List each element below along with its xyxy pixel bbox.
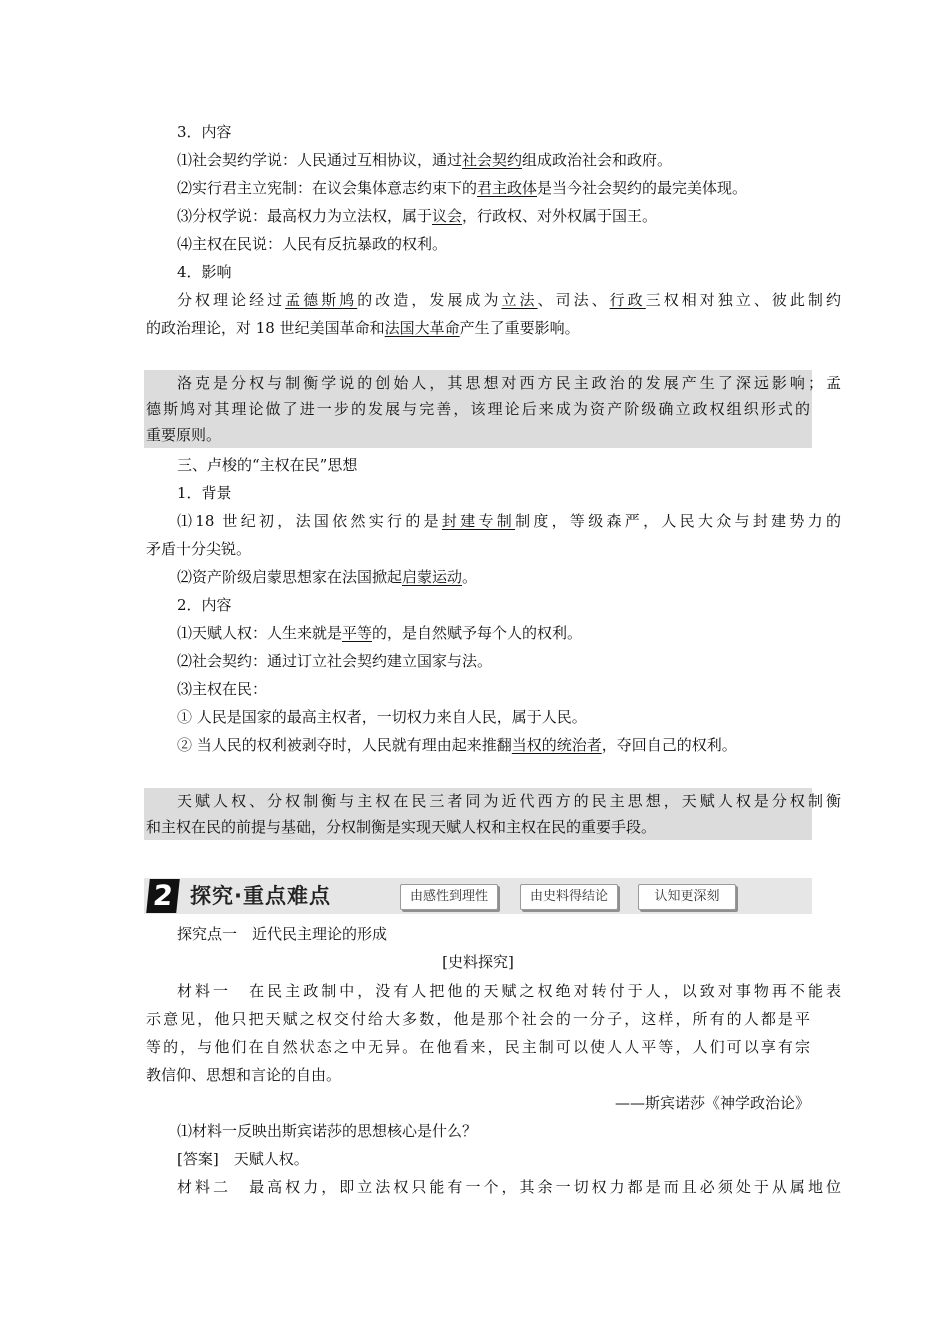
underlined-term: 立法 bbox=[501, 291, 538, 309]
underlined-term: 平等 bbox=[342, 624, 373, 642]
underlined-term: 孟德斯鸠 bbox=[285, 291, 358, 309]
underlined-term: 启蒙运动 bbox=[402, 568, 463, 586]
note-line: 重要原则。 bbox=[146, 426, 222, 444]
material-line: 等的，与他们在自然状态之中无异。在他看来，民主制可以使人人平等，人们可以享有宗 bbox=[146, 1038, 810, 1056]
underlined-term: 封建专制 bbox=[441, 512, 516, 530]
paragraph: ⑵资产阶级启蒙思想家在法国掀起启蒙运动。 bbox=[177, 568, 478, 586]
answer: [答案] 天赋人权。 bbox=[177, 1150, 309, 1168]
question: ⑴材料一反映出斯宾诺莎的思想核心是什么？ bbox=[177, 1122, 478, 1140]
heading-background: 1．背景 bbox=[177, 484, 232, 502]
paragraph: ⑴天赋人权：人生来就是平等的，是自然赋予每个人的权利。 bbox=[177, 624, 583, 642]
section-banner bbox=[144, 878, 812, 914]
underlined-term: 行政 bbox=[609, 291, 646, 309]
material-line: 教信仰、思想和言论的自由。 bbox=[146, 1066, 342, 1084]
material-line: 材料一 在民主政制中，没有人把他的天赋之权绝对转付于人，以致对事物再不能表 bbox=[177, 982, 841, 1000]
underlined-term: 法国大革命 bbox=[384, 319, 460, 337]
paragraph: ⑶主权在民： bbox=[177, 680, 268, 698]
material-line: 材料二 最高权力，即立法权只能有一个，其余一切权力都是而且必须处于从属地位 bbox=[177, 1178, 841, 1196]
paragraph: ⑴18 世纪初，法国依然实行的是封建专制制度，等级森严，人民大众与封建势力的 bbox=[177, 512, 841, 530]
banner-tag: 认知更深刻 bbox=[638, 884, 736, 910]
heading-content: 3．内容 bbox=[177, 123, 232, 141]
underlined-term: 议会 bbox=[432, 207, 463, 225]
list-item: ② 当人民的权利被剥夺时，人民就有理由起来推翻当权的统治者，夺回自己的权利。 bbox=[177, 736, 737, 754]
paragraph: ⑶分权学说：最高权力为立法权，属于议会，行政权、对外权属于国王。 bbox=[177, 207, 658, 225]
banner-title: 探究·重点难点 bbox=[190, 884, 331, 908]
underlined-term: 社会契约 bbox=[462, 151, 523, 169]
subheading: [史料探究] bbox=[442, 953, 514, 971]
note-line: 和主权在民的前提与基础，分权制衡是实现天赋人权和主权在民的重要手段。 bbox=[146, 818, 657, 836]
paragraph: ⑷主权在民说：人民有反抗暴政的权利。 bbox=[177, 235, 448, 253]
paragraph: 的政治理论，对 18 世纪美国革命和法国大革命产生了重要影响。 bbox=[146, 319, 580, 337]
paragraph: ⑴社会契约学说：人民通过互相协议，通过社会契约组成政治社会和政府。 bbox=[177, 151, 673, 169]
banner-tag: 由史料得结论 bbox=[520, 884, 618, 910]
paragraph: ⑵实行君主立宪制：在议会集体意志约束下的君主政体是当今社会契约的最完美体现。 bbox=[177, 179, 748, 197]
note-line: 天赋人权、分权制衡与主权在民三者同为近代西方的民主思想，天赋人权是分权制衡 bbox=[177, 792, 841, 810]
section-number: 2 bbox=[146, 879, 180, 913]
paragraph: ⑵社会契约：通过订立社会契约建立国家与法。 bbox=[177, 652, 493, 670]
list-item: ① 人民是国家的最高主权者，一切权力来自人民，属于人民。 bbox=[177, 708, 587, 726]
exploration-title: 探究点一 近代民主理论的形成 bbox=[177, 925, 388, 943]
heading-influence: 4．影响 bbox=[177, 263, 232, 281]
paragraph: 矛盾十分尖锐。 bbox=[146, 540, 252, 558]
paragraph: 分权理论经过孟德斯鸠的改造，发展成为立法、司法、行政三权相对独立、彼此制约 bbox=[177, 291, 841, 309]
underlined-term: 君主政体 bbox=[477, 179, 538, 197]
section-title: 三、卢梭的“主权在民”思想 bbox=[177, 456, 358, 474]
note-line: 德斯鸠对其理论做了进一步的发展与完善，该理论后来成为资产阶级确立政权组织形式的 bbox=[146, 400, 810, 418]
material-line: 示意见，他只把天赋之权交付给大多数，他是那个社会的一分子，这样，所有的人都是平 bbox=[146, 1010, 810, 1028]
citation: ——斯宾诺莎《神学政治论》 bbox=[614, 1094, 810, 1112]
underlined-term: 当权的统治者 bbox=[511, 736, 602, 754]
banner-tag: 由感性到理性 bbox=[400, 884, 498, 910]
heading-content: 2．内容 bbox=[177, 596, 232, 614]
note-line: 洛克是分权与制衡学说的创始人，其思想对西方民主政治的发展产生了深远影响；孟 bbox=[177, 374, 841, 392]
